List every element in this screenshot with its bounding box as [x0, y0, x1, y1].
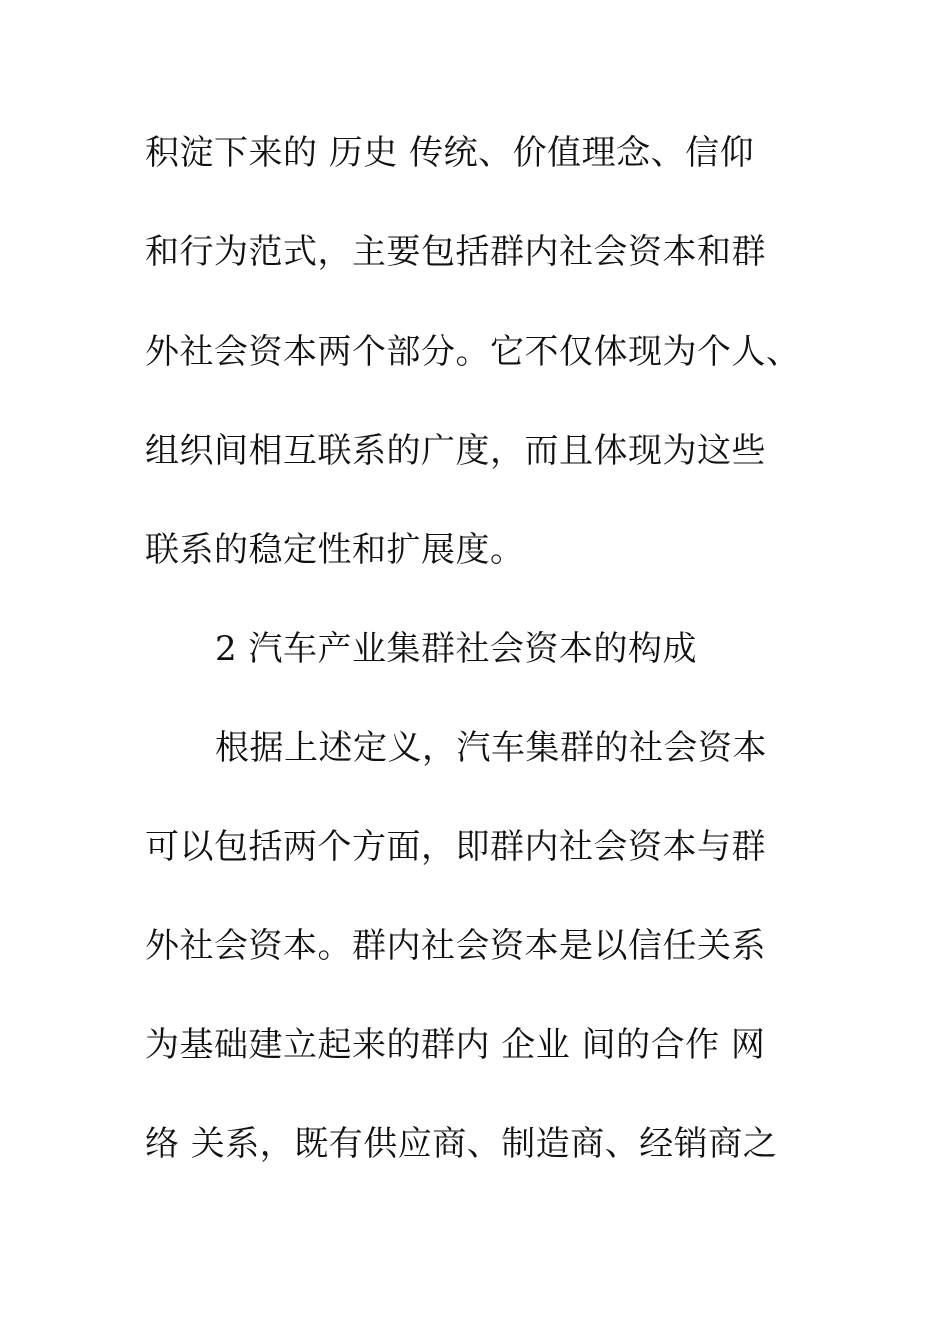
- section-heading: 2 汽车产业集群社会资本的构成: [215, 629, 697, 669]
- paragraph-line-9: 为基础建立起来的群内 企业 间的合作 网: [145, 1025, 766, 1065]
- paragraph-line-1: 积淀下来的 历史 传统、价值理念、信仰: [145, 133, 755, 173]
- paragraph-line-6: 根据上述定义，汽车集群的社会资本: [215, 728, 767, 768]
- paragraph-line-7: 可以包括两个方面，即群内社会资本与群: [145, 827, 766, 867]
- paragraph-line-4: 组织间相互联系的广度，而且体现为这些: [145, 431, 766, 471]
- paragraph-line-5: 联系的稳定性和扩展度。: [145, 530, 525, 570]
- paragraph-line-2: 和行为范式，主要包括群内社会资本和群: [145, 232, 766, 272]
- paragraph-line-10: 络 关系，既有供应商、制造商、经销商之: [145, 1124, 778, 1164]
- paragraph-line-3: 外社会资本两个部分。它不仅体现为个人、: [145, 332, 801, 372]
- paragraph-line-8: 外社会资本。群内社会资本是以信任关系: [145, 926, 766, 966]
